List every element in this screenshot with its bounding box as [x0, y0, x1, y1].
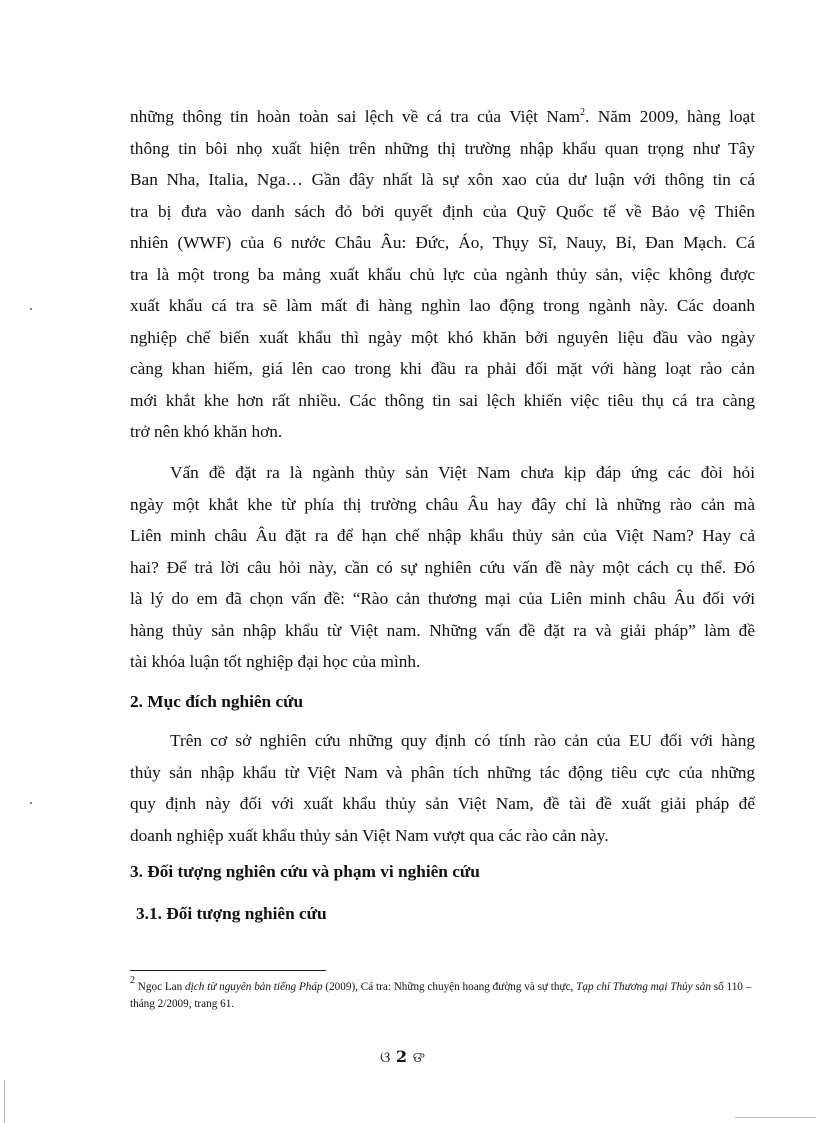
- text-line: thông tin bôi nhọ xuất hiện trên những thị trường nhập khẩu quan trọng như Tây: [130, 138, 755, 158]
- text-line: Vấn đề đặt ra là ngành thủy sản Việt Nam chưa kịp đáp ứng các đòi hỏi: [170, 463, 755, 482]
- text-line: Trên cơ sở nghiên cứu những quy định có tính rào cản của EU đối với hàng: [170, 731, 755, 750]
- text-line: ngày một khắt khe từ phía thị trường châu Âu hay đây chỉ là những rào cản mà: [130, 494, 755, 514]
- text-line: trở nên khó khăn hơn.: [130, 422, 283, 441]
- text-line: Liên minh châu Âu đặt ra để hạn chế nhập khẩu thủy sản của Việt Nam? Hay cả: [130, 526, 755, 545]
- footnote: $^2$ Ngọc Lan dịch từ nguyên bản tiếng Pháp (2009), Cá tra: Những chuyện hoang đường và sự thực, Tạp chí Thương mại Thủy sản số 110 – tháng 2/2009, trang 61.: [130, 975, 752, 1010]
- text-line: tài khóa luận tốt nghiệp đại học của mình.: [130, 652, 421, 671]
- footnote-separator: [130, 970, 326, 971]
- text-line: Ban Nha, Italia, Nga… Gần đây nhất là sự xôn xao của dư luận với thông tin cá: [130, 170, 755, 189]
- section-heading-2: 2. Mục đích nghiên cứu: [130, 692, 304, 711]
- text-line: nhiên (WWF) của 6 nước Châu Âu: Đức, Áo, Thụy Sĩ, Nauy, Bỉ, Đan Mạch. Cá: [130, 233, 755, 252]
- text-line: mới khắt khe hơn rất nhiều. Các thông tin sai lệch khiến việc tiêu thụ cá tra càng: [130, 390, 755, 410]
- paragraph-3: [130, 725, 755, 851]
- scan-speck: [30, 802, 32, 804]
- text-line: quy định này đối với xuất khẩu thủy sản Việt Nam, đề tài đề xuất giải pháp để: [130, 794, 755, 813]
- text-line: hàng thủy sản nhập khẩu từ Việt nam. Những vấn đề đặt ra và giải pháp” làm đề: [130, 620, 755, 640]
- footnote-marker: 2: [130, 975, 135, 986]
- text-line: là lý do em đã chọn vấn đề: “Rào cản thương mại của Liên minh châu Âu đối với: [130, 589, 755, 608]
- text-line: tra bị đưa vào danh sách đỏ bởi quyết định của Quỹ Quốc tế về Bảo vệ Thiên: [130, 201, 755, 221]
- page-number: ଓ 2 ଙ: [380, 1047, 426, 1066]
- text-line: hai? Để trả lời câu hỏi này, cần có sự nghiên cứu vấn đề này một cách cụ thể. Đó: [130, 557, 755, 577]
- paragraph-1: [130, 101, 755, 448]
- text-line: tra là một trong ba mảng xuất khẩu chủ lực của ngành thủy sản, việc không được: [130, 264, 755, 284]
- footnote-reference[interactable]: 2: [579, 107, 585, 118]
- text-line: doanh nghiệp xuất khẩu thủy sản Việt Nam vượt qua các rào cản này.: [130, 825, 609, 845]
- scan-edge: [735, 1117, 816, 1118]
- scan-edge: [4, 1080, 5, 1123]
- paragraph-2: [130, 457, 755, 678]
- ornament-left-icon: ଓ: [380, 1048, 391, 1066]
- text-line: nghiệp chế biến xuất khẩu thì ngày một khó khăn bởi nguyên liệu đầu vào ngày: [130, 327, 755, 347]
- section-heading-3: 3. Đối tượng nghiên cứu và phạm vi nghiên cứu: [130, 862, 480, 881]
- text-line: xuất khẩu cá tra sẽ làm mất đi hàng nghìn lao động trong ngành này. Các doanh: [130, 296, 755, 315]
- scan-speck: [30, 308, 32, 310]
- text-line: càng khan hiếm, giá lên cao trong khi đầu ra phải đối mặt với hàng loạt rào cản: [130, 359, 755, 378]
- text-line: những thông tin hoàn toàn sai lệch về cá tra của Việt Nam$^2$. Năm 2009, hàng loạt: [130, 107, 755, 126]
- text-line: thủy sản nhập khẩu từ Việt Nam và phân tích những tác động tiêu cực của những: [130, 762, 755, 782]
- ornament-right-icon: ଙ: [412, 1048, 426, 1066]
- subsection-heading-3-1: 3.1. Đối tượng nghiên cứu: [136, 904, 327, 923]
